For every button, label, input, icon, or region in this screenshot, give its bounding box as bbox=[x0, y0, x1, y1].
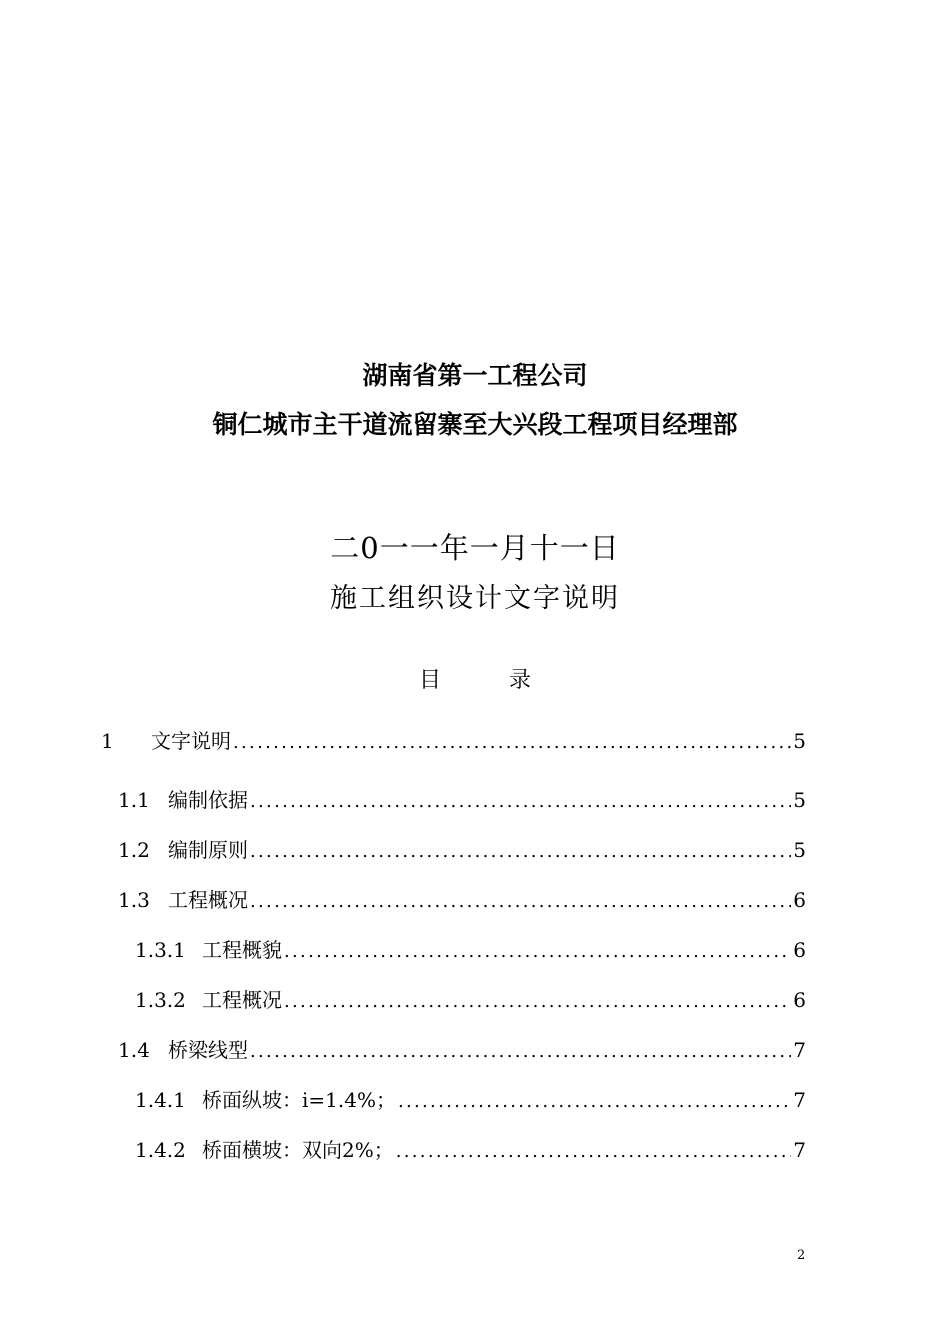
toc-entry-title: 桥梁线型 bbox=[168, 1038, 248, 1062]
toc-entry-page: 7 bbox=[793, 1038, 806, 1062]
toc-leader-dots bbox=[233, 730, 791, 756]
toc-entry-number: 1.3 bbox=[118, 888, 150, 912]
toc-leader-dots bbox=[284, 939, 791, 965]
toc-leader-dots bbox=[250, 839, 791, 865]
toc-entry[interactable] bbox=[118, 887, 806, 915]
toc-entry-number: 1.4.2 bbox=[135, 1138, 186, 1162]
project-department: 铜仁城市主干道流留寨至大兴段工程项目经理部 bbox=[212, 410, 738, 439]
toc-entry-number: 1.3.2 bbox=[135, 988, 186, 1012]
toc-entry[interactable] bbox=[135, 937, 806, 965]
toc-entry-title: 工程概况 bbox=[168, 888, 248, 912]
toc-entry-page: 6 bbox=[793, 938, 806, 962]
document-date: 二0一一年一月十一日 bbox=[330, 531, 620, 565]
toc-leader-dots bbox=[250, 789, 791, 815]
toc-entry-page: 6 bbox=[793, 888, 806, 912]
toc-entry-title: 桥面纵坡：i=1.4%； bbox=[202, 1088, 396, 1112]
toc-entry[interactable] bbox=[135, 987, 806, 1015]
toc-entry-number: 1.2 bbox=[118, 838, 150, 862]
document-title: 施工组织设计文字说明 bbox=[330, 583, 620, 614]
toc-leader-dots bbox=[398, 1089, 791, 1115]
toc-entry[interactable] bbox=[118, 1037, 806, 1065]
toc-entry[interactable] bbox=[101, 728, 806, 756]
toc-entry-number: 1 bbox=[101, 729, 114, 753]
toc-entry-title: 文字说明 bbox=[151, 729, 231, 753]
toc-entry-number: 1.4 bbox=[118, 1038, 150, 1062]
toc-entry[interactable] bbox=[135, 1137, 806, 1165]
toc-entry-page: 7 bbox=[793, 1138, 806, 1162]
toc-heading: 目 录 bbox=[419, 668, 531, 693]
page-number: 2 bbox=[797, 1248, 806, 1263]
toc-entry-number: 1.4.1 bbox=[135, 1088, 186, 1112]
toc-entry-page: 5 bbox=[793, 788, 806, 812]
toc-entry-page: 6 bbox=[793, 988, 806, 1012]
toc-entry-title: 编制原则 bbox=[168, 838, 248, 862]
toc-entry-title: 工程概况 bbox=[202, 988, 282, 1012]
toc-entry-page: 5 bbox=[793, 729, 806, 753]
toc-entry-title: 工程概貌 bbox=[202, 938, 282, 962]
toc-leader-dots bbox=[250, 889, 791, 915]
company-name: 湖南省第一工程公司 bbox=[362, 361, 588, 390]
toc-leader-dots bbox=[250, 1039, 791, 1065]
toc-entry-title: 编制依据 bbox=[168, 788, 248, 812]
toc-entry-number: 1.3.1 bbox=[135, 938, 186, 962]
toc-entry-page: 5 bbox=[793, 838, 806, 862]
toc-leader-dots bbox=[396, 1139, 792, 1165]
toc-entry[interactable] bbox=[118, 837, 806, 865]
toc-leader-dots bbox=[284, 989, 791, 1015]
toc-entry-number: 1.1 bbox=[118, 788, 150, 812]
toc-entry[interactable] bbox=[135, 1087, 806, 1115]
toc-entry-title: 桥面横坡：双向2%； bbox=[202, 1138, 394, 1162]
toc-entry-page: 7 bbox=[793, 1088, 806, 1112]
toc-entry[interactable] bbox=[118, 787, 806, 815]
